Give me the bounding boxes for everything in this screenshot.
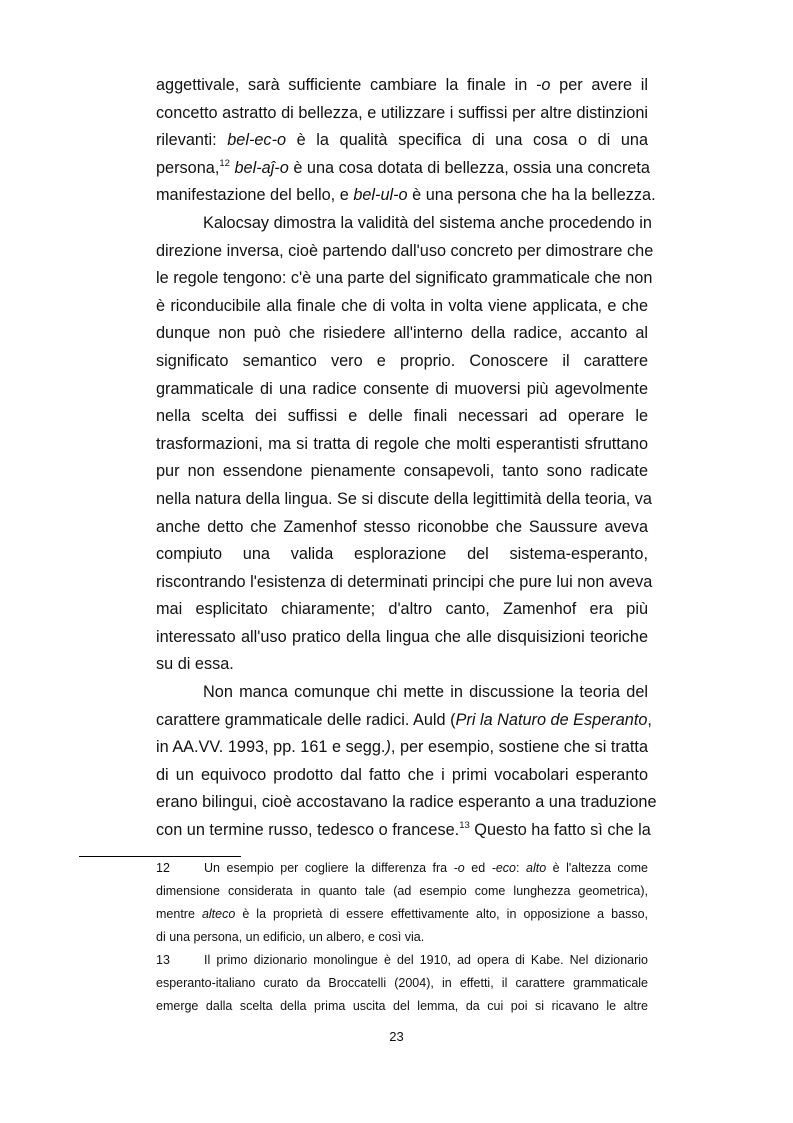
text-line xyxy=(156,376,648,404)
text-run: mai esplicitato chiaramente; d'altro canto, Zamenhof era più xyxy=(156,600,648,619)
text-run: carattere grammaticale delle radici. Auld ( xyxy=(156,710,456,729)
text-run: su di essa. xyxy=(156,655,234,674)
italic-text: ) xyxy=(385,738,391,757)
italic-text: alteco xyxy=(201,907,236,922)
text-line xyxy=(156,514,648,542)
text-run: trasformazioni, ma si tratta di regole che molti esperantisti sfruttano xyxy=(156,434,648,453)
italic-text: bel-ec-o xyxy=(227,131,287,150)
text-run: , per esempio, sostiene che si tratta xyxy=(390,738,649,757)
page-number: 23 xyxy=(389,1029,404,1044)
text-run: per avere il xyxy=(550,76,648,94)
text-line xyxy=(156,72,648,100)
text-line xyxy=(156,707,652,735)
text-run: compiuto una valida esplorazione del sistema-esperanto, xyxy=(156,545,648,564)
text-run: Kalocsay dimostra la validità del sistema anche procedendo in xyxy=(203,213,652,232)
italic-text: Pri la Naturo de Esperanto xyxy=(455,710,648,729)
footnote-line xyxy=(156,949,648,972)
text-line xyxy=(156,734,648,762)
text-run: Il primo dizionario monolingue è del 1910, ad opera di Kabe. Nel dizionario xyxy=(204,953,648,967)
text-run: mentre xyxy=(156,907,202,922)
text-line xyxy=(156,320,648,348)
footnote-line xyxy=(156,972,648,995)
text-run: direzione inversa, cioè partendo dall'uso concreto per dimostrare che xyxy=(156,241,654,260)
text-run: è una cosa dotata di bellezza, ossia una concreta xyxy=(288,158,650,177)
body-text xyxy=(156,72,657,845)
text-line xyxy=(156,210,652,238)
text-line xyxy=(156,541,648,569)
text-line xyxy=(156,596,648,624)
text-line xyxy=(156,817,651,845)
footnote-number: 13 xyxy=(156,953,170,967)
footnote-13 xyxy=(156,949,648,1018)
text-run: nella scelta dei suffissi e delle finali necessari ad operare le xyxy=(156,407,648,426)
text-line xyxy=(156,265,653,293)
text-run: nella natura della lingua. Se si discute della legittimità della teoria, va xyxy=(156,489,652,508)
text-line xyxy=(156,403,648,431)
footnote-line xyxy=(156,903,648,926)
text-run: interessato all'uso pratico della lingua che alle disquisizioni teoriche xyxy=(156,627,648,646)
text-run: Non manca comunque chi mette in discussione la teoria del xyxy=(203,683,648,702)
text-line xyxy=(156,458,648,486)
text-run: dimensione considerata in quanto tale (ad esempio come lunghezza geometrica), xyxy=(156,884,648,899)
text-run: è la qualità specifica di una cosa o di una xyxy=(286,131,649,150)
text-run: in AA.VV. 1993, pp. 161 e segg. xyxy=(156,738,386,757)
italic-text: -eco xyxy=(491,861,517,875)
text-run: di una persona, un edificio, un albero, e così via. xyxy=(156,930,425,945)
text-run: persona, xyxy=(156,158,220,177)
text-run: ed xyxy=(464,861,492,875)
text-run: è la proprietà di essere effettivamente alto, in opposizione a basso, xyxy=(235,907,648,922)
text-run: erano bilingui, cioè accostavano la radice esperanto a una traduzione xyxy=(156,793,657,812)
footnote-ref: 13 xyxy=(459,819,470,831)
italic-text: bel-aĵ-o xyxy=(234,158,289,177)
text-line xyxy=(156,431,648,459)
text-run: concetto astratto di bellezza, e utilizzare i suffissi per altre distinzioni xyxy=(156,103,648,122)
italic-text: bel-ul-o xyxy=(353,186,408,205)
footnote-12 xyxy=(156,857,648,949)
text-run: , xyxy=(647,710,652,729)
text-line xyxy=(156,679,648,707)
text-line xyxy=(156,569,653,597)
italic-text: alto xyxy=(526,861,547,875)
text-run: Un esempio per cogliere la differenza fra xyxy=(204,861,454,875)
italic-text: -o xyxy=(535,76,551,94)
text-run: anche detto che Zamenhof stesso riconobbe che Saussure aveva xyxy=(156,517,648,536)
footnote-ref: 12 xyxy=(219,157,230,169)
text-line xyxy=(156,127,648,155)
footnote-number: 12 xyxy=(156,861,170,875)
text-run: le regole tengono: c'è una parte del significato grammaticale che non xyxy=(156,269,653,288)
text-line xyxy=(156,238,654,266)
text-run: grammaticale di una radice consente di muoversi più agevolmente xyxy=(156,379,648,398)
text-run: dunque non può che risiedere all'interno della radice, accanto al xyxy=(156,324,648,343)
text-run: riscontrando l'esistenza di determinati principi che pure lui non aveva xyxy=(156,572,653,591)
text-run: aggettivale, sarà sufficiente cambiare la finale in xyxy=(156,76,536,94)
text-run: manifestazione del bello, e xyxy=(156,186,354,205)
text-run: Questo ha fatto sì che la xyxy=(469,821,651,840)
text-run: significato semantico vero e proprio. Conoscere il carattere xyxy=(156,351,648,370)
text-run: pur non essendone pienamente consapevoli, tanto sono radicate xyxy=(156,462,648,481)
text-line xyxy=(156,762,648,790)
footnote-line xyxy=(156,880,648,903)
text-run: con un termine russo, tedesco o francese. xyxy=(156,821,460,840)
text-line xyxy=(156,789,657,817)
text-line xyxy=(156,486,652,514)
text-run: è una persona che ha la bellezza. xyxy=(407,186,656,205)
text-line xyxy=(156,293,648,321)
footnote-line xyxy=(156,857,648,880)
text-line xyxy=(156,182,656,210)
footnote-line xyxy=(156,926,648,949)
text-line xyxy=(156,651,648,679)
text-run: è riconducibile alla finale che di volta in volta viene applicata, e che xyxy=(156,296,648,315)
text-run: : xyxy=(516,861,526,875)
text-run: di un equivoco prodotto dal fatto che i primi vocabolari esperanto xyxy=(156,765,648,784)
footnote-line xyxy=(156,995,648,1018)
italic-text: -o xyxy=(453,861,465,875)
text-line xyxy=(156,155,648,183)
text-run: rilevanti: xyxy=(156,131,228,150)
text-run: è l'altezza come xyxy=(546,861,648,875)
text-line xyxy=(156,100,648,128)
text-line xyxy=(156,624,648,652)
text-run: esperanto-italiano curato da Broccatelli (2004), in effetti, il carattere grammaticale xyxy=(156,976,648,991)
text-run: emerge dalla scelta della prima uscita del lemma, da cui poi si ricavano le altre xyxy=(156,999,648,1014)
text-line xyxy=(156,348,648,376)
